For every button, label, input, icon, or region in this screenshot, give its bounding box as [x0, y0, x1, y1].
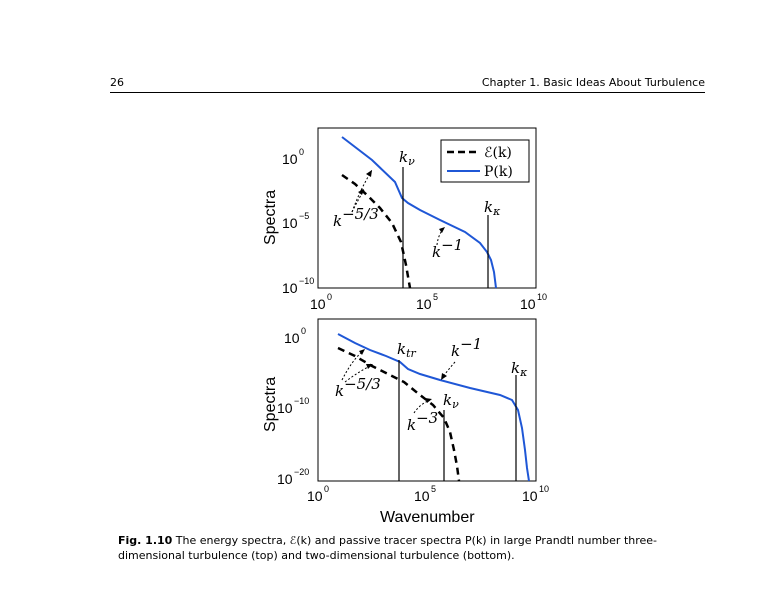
top-ytick-2-exp: −10 [299, 276, 315, 286]
bottom-k-tr-label: $k_{tr}$ [397, 340, 416, 360]
top-ytick-0: 10 [282, 151, 298, 167]
bottom-xtick-0: 10 [307, 488, 323, 504]
bottom-ytick-0: 10 [284, 330, 300, 346]
bottom-k-1-label: k−1 [451, 335, 483, 360]
top-ytick-0-exp: 0 [299, 147, 305, 157]
bottom-ytick-1: 10 [277, 400, 293, 416]
bottom-arrowhead-53-a [359, 349, 365, 355]
bottom-xtick-2: 10 [522, 488, 538, 504]
bottom-k-kappa-label: $k_\kappa$ [511, 359, 528, 379]
top-xtick-2: 10 [520, 296, 536, 312]
top-y-ticks [282, 147, 314, 296]
top-ytick-1: 10 [282, 215, 298, 231]
caption-text: The energy spectra, ℰ(k) and passive tracer spectra Ρ(k) in large Prandtl number three-dimensional turbulence (top) and two-dimensional turbulence (bottom). [118, 534, 658, 562]
bottom-k-nu-label: $k_\nu$ [443, 391, 459, 411]
legend [441, 140, 529, 182]
top-xtick-0: 10 [310, 296, 326, 312]
top-ylabel: Spectra [262, 189, 279, 245]
top-k-nu-label: $k_\nu$ [399, 148, 415, 168]
top-k-1-label: k−1 [432, 236, 464, 261]
top-xtick-2-exp: 10 [537, 292, 548, 302]
bottom-ytick-2: 10 [277, 471, 293, 487]
bottom-ytick-0-exp: 0 [301, 326, 307, 336]
top-ytick-2: 10 [282, 280, 298, 296]
bottom-xtick-0-exp: 0 [324, 484, 330, 494]
top-xtick-0-exp: 0 [327, 292, 333, 302]
top-x-ticks [310, 292, 547, 312]
top-arrowhead-53-a [366, 170, 372, 177]
top-xtick-1-exp: 5 [433, 292, 439, 302]
bottom-xtick-1-exp: 5 [431, 484, 437, 494]
figure-caption [118, 533, 678, 563]
bottom-ytick-1-exp: −10 [294, 396, 310, 406]
bottom-ylabel: Spectra [262, 376, 279, 432]
legend-tracer-label: Ρ(k) [484, 164, 513, 180]
bottom-panel [262, 319, 549, 526]
top-arrowhead-1 [439, 227, 445, 233]
caption-label: Fig. 1.10 [118, 534, 173, 547]
top-xtick-1: 10 [416, 296, 432, 312]
bottom-k-53-label: k−5/3 [335, 375, 381, 400]
bottom-xtick-2-exp: 10 [539, 484, 550, 494]
bottom-x-ticks [307, 484, 549, 504]
legend-energy-label: ℰ(k) [484, 145, 512, 161]
bottom-xtick-1: 10 [414, 488, 430, 504]
top-ytick-1-exp: −5 [299, 211, 310, 221]
bottom-y-ticks [277, 326, 309, 487]
bottom-arrowhead-1 [441, 373, 447, 380]
bottom-xlabel: Wavenumber [380, 509, 475, 526]
top-panel [262, 128, 547, 312]
top-k-53-label: k−5/3 [333, 205, 379, 230]
running-title: Chapter 1. Basic Ideas About Turbulence [481, 76, 705, 89]
top-k-kappa-label: $k_\kappa$ [484, 198, 501, 218]
bottom-k-3-label: k−3 [407, 409, 439, 434]
bottom-ytick-2-exp: −20 [294, 467, 310, 477]
page-number: 26 [110, 76, 124, 89]
